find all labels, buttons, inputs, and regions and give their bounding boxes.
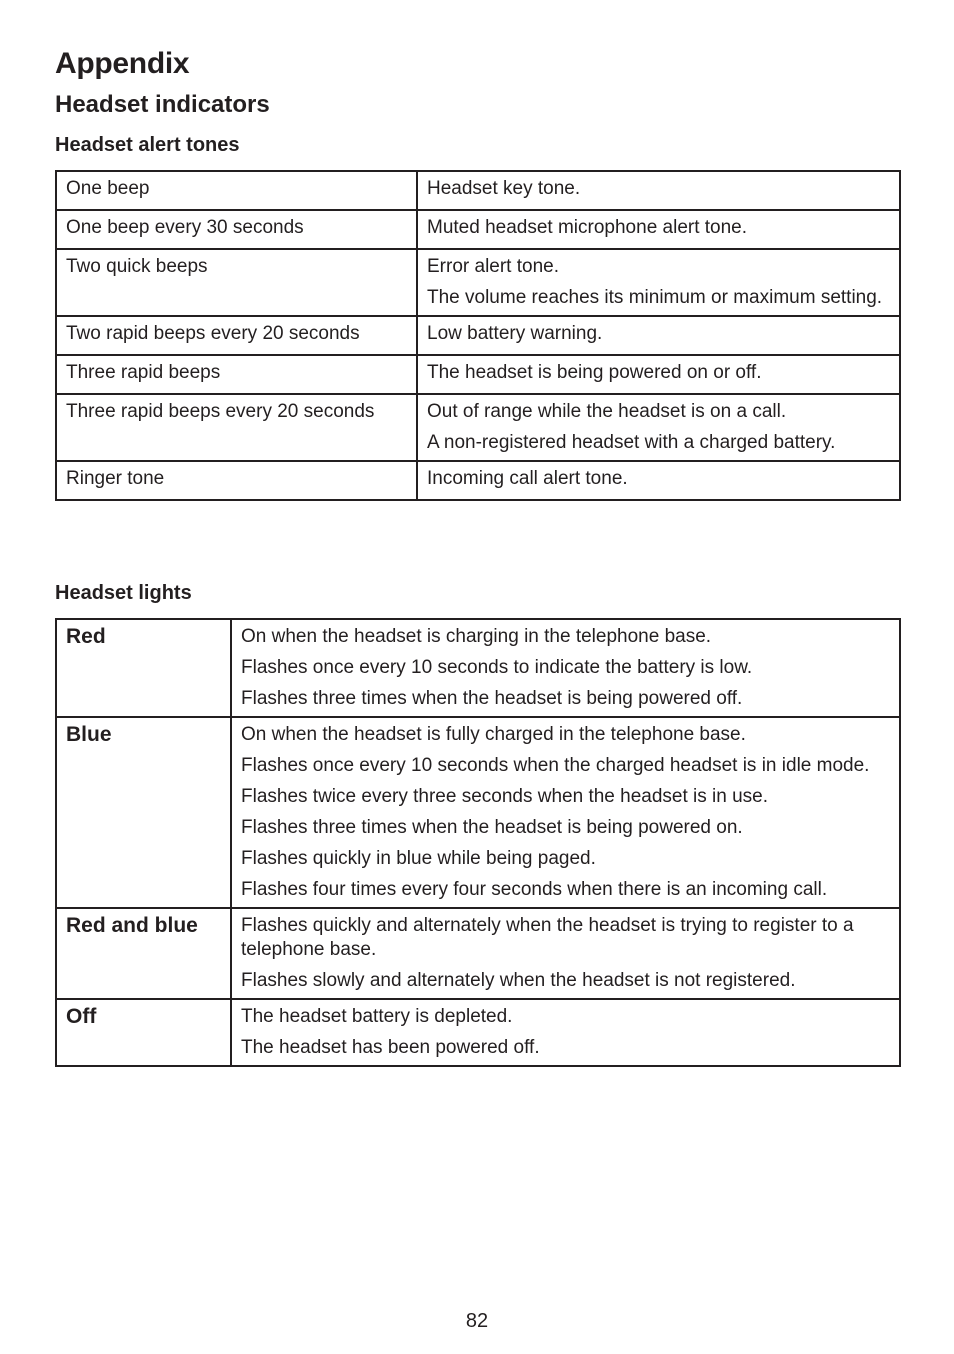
tones-description-cell [417,210,900,249]
tones-description-cell [417,461,900,500]
table-row [56,717,900,908]
tones-label-cell: Two rapid beeps every 20 seconds [56,316,417,355]
headset-lights-table [55,618,901,1067]
description-line: Out of range while the headset is on a call. [427,401,787,422]
description-line: Flashes quickly in blue while being paged. [241,848,596,869]
description-line: Flashes four times every four seconds when there is an incoming call. [241,879,828,900]
description-line: Incoming call alert tone. [427,468,628,489]
alert-tones-table [55,170,901,501]
table-row [56,619,900,717]
page-number: 82 [465,1310,489,1332]
description-line: Headset key tone. [427,178,581,199]
lights-description-cell [231,717,900,908]
tones-label-cell: Three rapid beeps [56,355,417,394]
alert-tones-heading: Headset alert tones [55,134,240,156]
description-line: Flashes once every 10 seconds when the charged headset is in idle mode. [241,755,870,776]
table-row [56,316,900,355]
lights-label-cell: Red [56,619,231,717]
description-line: The headset is being powered on or off. [427,362,762,383]
headset-lights-heading: Headset lights [55,582,192,604]
description-line: Low battery warning. [427,323,603,344]
description-line: Muted headset microphone alert tone. [427,217,748,238]
table-row [56,908,900,999]
headset-lights-table-body [56,619,900,1066]
section-title: Headset indicators [55,91,270,118]
description-line: On when the headset is fully charged in the telephone base. [241,724,746,745]
description-line: Flashes quickly and alternately when the headset is trying to register to a telephone base. [241,915,854,960]
table-row [56,394,900,461]
description-line: Flashes three times when the headset is being powered on. [241,817,743,838]
description-line: The headset has been powered off. [241,1037,540,1058]
tones-description-cell [417,249,900,316]
description-line: Flashes three times when the headset is being powered off. [241,688,743,709]
tones-label-cell: Two quick beeps [56,249,417,316]
tones-label-cell: One beep every 30 seconds [56,210,417,249]
tones-label-cell: One beep [56,171,417,210]
alert-tones-table-body [56,171,900,500]
description-line: Flashes slowly and alternately when the headset is not registered. [241,970,796,991]
lights-label-cell: Red and blue [56,908,231,999]
tones-description-cell [417,171,900,210]
description-line: On when the headset is charging in the telephone base. [241,626,712,647]
description-line: The headset battery is depleted. [241,1006,513,1027]
table-row [56,999,900,1066]
page-title: Appendix [55,47,190,80]
tones-description-cell [417,316,900,355]
table-row [56,249,900,316]
lights-description-cell [231,908,900,999]
description-line: Flashes twice every three seconds when the headset is in use. [241,786,769,807]
table-row [56,461,900,500]
tones-description-cell [417,355,900,394]
tones-label-cell: Ringer tone [56,461,417,500]
tones-label-cell: Three rapid beeps every 20 seconds [56,394,417,461]
table-row [56,355,900,394]
lights-description-cell [231,619,900,717]
lights-label-cell: Blue [56,717,231,908]
lights-description-cell [231,999,900,1066]
description-line: A non-registered headset with a charged battery. [427,432,836,453]
table-row [56,210,900,249]
tones-description-cell [417,394,900,461]
description-line: The volume reaches its minimum or maximum setting. [427,287,883,308]
description-line: Error alert tone. [427,256,559,277]
lights-label-cell: Off [56,999,231,1066]
table-row [56,171,900,210]
description-line: Flashes once every 10 seconds to indicate the battery is low. [241,657,753,678]
